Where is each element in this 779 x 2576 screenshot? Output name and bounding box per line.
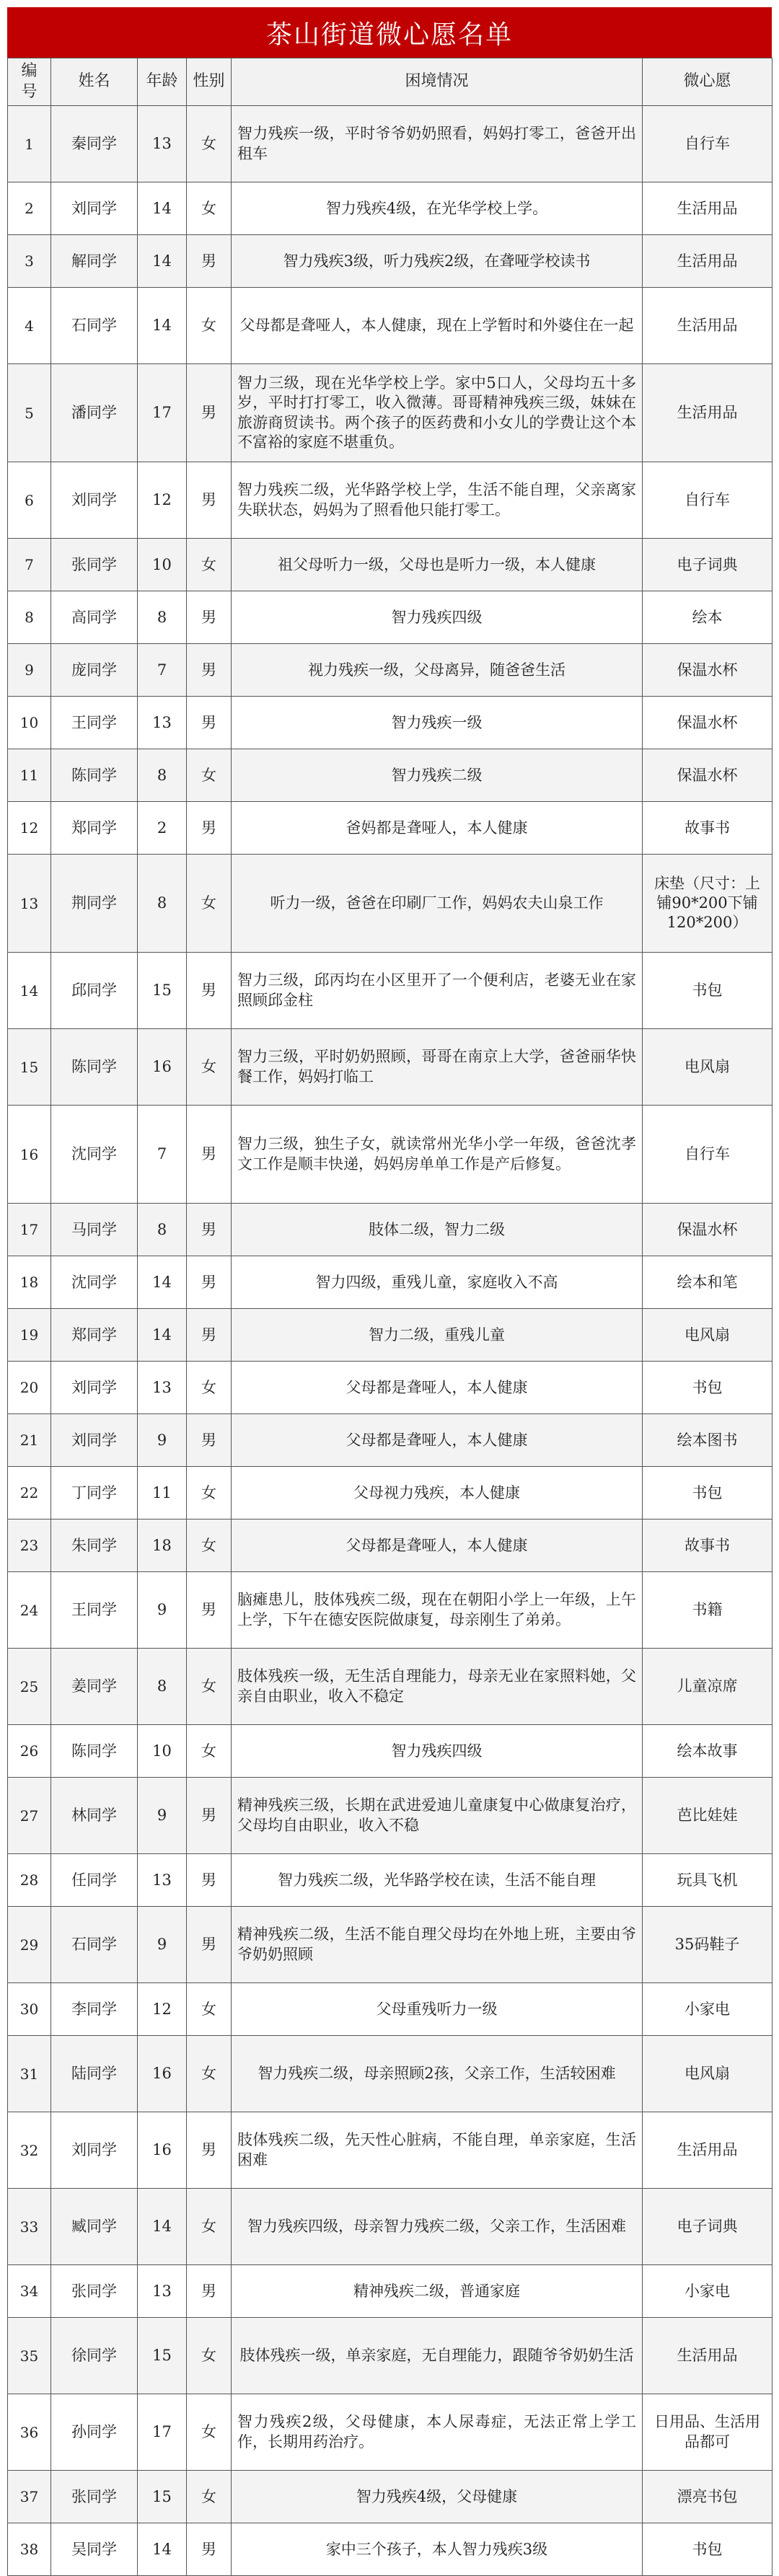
cell-age: 16 [138, 2036, 187, 2112]
cell-sex: 男 [187, 2265, 232, 2318]
cell-name: 李同学 [51, 1983, 138, 2036]
cell-wish: 自行车 [643, 462, 773, 539]
cell-age: 9 [138, 1778, 187, 1854]
table-row [8, 1204, 773, 1256]
cell-name: 刘同学 [51, 182, 138, 235]
cell-sex: 女 [187, 2036, 232, 2112]
cell-name: 陈同学 [51, 1725, 138, 1778]
cell-wish: 生活用品 [643, 2318, 773, 2394]
cell-name: 刘同学 [51, 2112, 138, 2189]
header-row [8, 58, 773, 106]
cell-number: 11 [8, 749, 51, 802]
cell-age: 12 [138, 1983, 187, 2036]
cell-sex: 男 [187, 1309, 232, 1362]
table-row [8, 462, 773, 539]
cell-situation: 肢体二级，智力二级 [232, 1204, 643, 1256]
cell-age: 8 [138, 1204, 187, 1256]
cell-situation: 父母都是聋哑人，本人健康 [232, 1519, 643, 1572]
table-header [8, 58, 773, 106]
cell-wish: 保温水杯 [643, 749, 773, 802]
cell-sex: 男 [187, 364, 232, 462]
table-row [8, 1572, 773, 1649]
cell-wish: 保温水杯 [643, 697, 773, 749]
cell-name: 徐同学 [51, 2318, 138, 2394]
cell-sex: 女 [187, 1725, 232, 1778]
table-body [8, 106, 773, 2576]
cell-age: 13 [138, 1854, 187, 1907]
table-row [8, 591, 773, 644]
cell-age: 13 [138, 1362, 187, 1414]
cell-sex: 女 [187, 749, 232, 802]
cell-situation: 智力四级，重残儿童，家庭收入不高 [232, 1256, 643, 1309]
cell-sex: 女 [187, 855, 232, 953]
cell-age: 15 [138, 953, 187, 1029]
cell-situation: 智力残疾4级，在光华学校上学。 [232, 182, 643, 235]
cell-number: 4 [8, 288, 51, 364]
wish-list-table [7, 58, 773, 2576]
cell-number: 17 [8, 1204, 51, 1256]
table-row [8, 749, 773, 802]
cell-wish: 书籍 [643, 1572, 773, 1649]
cell-name: 任同学 [51, 1854, 138, 1907]
cell-situation: 精神残疾二级，普通家庭 [232, 2265, 643, 2318]
cell-wish: 日用品、生活用品都可 [643, 2394, 773, 2471]
cell-number: 16 [8, 1106, 51, 1204]
cell-situation: 脑瘫患儿，肢体残疾二级，现在在朝阳小学上一年级，上午上学，下午在德安医院做康复，母亲刚生了弟弟。 [232, 1572, 643, 1649]
cell-number: 20 [8, 1362, 51, 1414]
cell-name: 陆同学 [51, 2036, 138, 2112]
cell-age: 8 [138, 1649, 187, 1725]
cell-wish: 小家电 [643, 1983, 773, 2036]
cell-name: 邱同学 [51, 953, 138, 1029]
cell-name: 姜同学 [51, 1649, 138, 1725]
column-header-number: 编号 [8, 58, 51, 106]
cell-number: 38 [8, 2523, 51, 2576]
cell-age: 14 [138, 2523, 187, 2576]
cell-age: 15 [138, 2318, 187, 2394]
cell-wish: 电子词典 [643, 2189, 773, 2265]
cell-wish: 生活用品 [643, 364, 773, 462]
cell-sex: 女 [187, 182, 232, 235]
table-row [8, 2523, 773, 2576]
cell-situation: 智力残疾二级，光华路学校在读，生活不能自理 [232, 1854, 643, 1907]
cell-sex: 女 [187, 1649, 232, 1725]
cell-age: 9 [138, 1414, 187, 1467]
cell-age: 14 [138, 182, 187, 235]
cell-number: 25 [8, 1649, 51, 1725]
cell-situation: 智力残疾二级，母亲照顾2孩，父亲工作，生活较困难 [232, 2036, 643, 2112]
table-row [8, 697, 773, 749]
table-row [8, 539, 773, 591]
cell-number: 22 [8, 1467, 51, 1519]
cell-situation: 肢体残疾二级，先天性心脏病，不能自理，单亲家庭，生活困难 [232, 2112, 643, 2189]
cell-name: 高同学 [51, 591, 138, 644]
cell-situation: 父母都是聋哑人，本人健康 [232, 1414, 643, 1467]
cell-number: 37 [8, 2471, 51, 2523]
cell-number: 30 [8, 1983, 51, 2036]
cell-age: 10 [138, 1725, 187, 1778]
cell-sex: 女 [187, 2318, 232, 2394]
table-row [8, 953, 773, 1029]
cell-sex: 男 [187, 1854, 232, 1907]
table-row [8, 1467, 773, 1519]
table-row [8, 364, 773, 462]
cell-number: 14 [8, 953, 51, 1029]
cell-situation: 听力一级，爸爸在印刷厂工作，妈妈农夫山泉工作 [232, 855, 643, 953]
cell-sex: 男 [187, 953, 232, 1029]
cell-wish: 生活用品 [643, 182, 773, 235]
cell-sex: 女 [187, 2471, 232, 2523]
page-title: 茶山街道微心愿名单 [7, 7, 772, 58]
cell-wish: 电子词典 [643, 539, 773, 591]
cell-situation: 肢体残疾一级，无生活自理能力，母亲无业在家照料她，父亲自由职业，收入不稳定 [232, 1649, 643, 1725]
table-row [8, 2394, 773, 2471]
table-row [8, 288, 773, 364]
cell-number: 28 [8, 1854, 51, 1907]
cell-name: 郑同学 [51, 1309, 138, 1362]
cell-sex: 男 [187, 591, 232, 644]
cell-wish: 生活用品 [643, 288, 773, 364]
cell-situation: 智力三级，邱丙均在小区里开了一个便利店，老婆无业在家照顾邱金柱 [232, 953, 643, 1029]
table-row [8, 1854, 773, 1907]
cell-number: 33 [8, 2189, 51, 2265]
column-header-sex: 性别 [187, 58, 232, 106]
table-row [8, 1414, 773, 1467]
table-row [8, 182, 773, 235]
cell-sex: 女 [187, 539, 232, 591]
cell-age: 11 [138, 1467, 187, 1519]
cell-situation: 家中三个孩子，本人智力残疾3级 [232, 2523, 643, 2576]
table-row [8, 1029, 773, 1106]
cell-age: 12 [138, 462, 187, 539]
cell-situation: 智力三级，现在光华学校上学。家中5口人，父母均五十多岁，平时打打零工，收入微薄。哥哥精神残疾三级，妹妹在旅游商贸读书。两个孩子的医药费和小女儿的学费让这个本不富裕的家庭不堪重负。 [232, 364, 643, 462]
cell-name: 刘同学 [51, 1414, 138, 1467]
cell-wish: 电风扇 [643, 1309, 773, 1362]
cell-sex: 女 [187, 2394, 232, 2471]
cell-sex: 男 [187, 1907, 232, 1983]
table-row [8, 2112, 773, 2189]
cell-sex: 男 [187, 462, 232, 539]
cell-wish: 电风扇 [643, 1029, 773, 1106]
table-row [8, 2189, 773, 2265]
cell-wish: 书包 [643, 1362, 773, 1414]
cell-number: 13 [8, 855, 51, 953]
cell-age: 14 [138, 288, 187, 364]
cell-name: 孙同学 [51, 2394, 138, 2471]
table-row [8, 1362, 773, 1414]
cell-sex: 女 [187, 288, 232, 364]
cell-wish: 故事书 [643, 1519, 773, 1572]
cell-name: 林同学 [51, 1778, 138, 1854]
cell-name: 解同学 [51, 235, 138, 288]
cell-name: 石同学 [51, 288, 138, 364]
cell-wish: 漂亮书包 [643, 2471, 773, 2523]
cell-name: 陈同学 [51, 749, 138, 802]
cell-situation: 精神残疾二级，生活不能自理父母均在外地上班，主要由爷爷奶奶照顾 [232, 1907, 643, 1983]
table-row [8, 1983, 773, 2036]
cell-age: 13 [138, 697, 187, 749]
cell-number: 32 [8, 2112, 51, 2189]
cell-number: 21 [8, 1414, 51, 1467]
cell-sex: 男 [187, 1204, 232, 1256]
cell-sex: 男 [187, 1414, 232, 1467]
cell-situation: 智力残疾2级，父母健康，本人尿毒症，无法正常上学工作，长期用药治疗。 [232, 2394, 643, 2471]
cell-sex: 女 [187, 2189, 232, 2265]
cell-age: 14 [138, 235, 187, 288]
cell-number: 15 [8, 1029, 51, 1106]
cell-situation: 智力残疾一级 [232, 697, 643, 749]
table-row [8, 235, 773, 288]
table-row [8, 2036, 773, 2112]
cell-wish: 小家电 [643, 2265, 773, 2318]
column-header-age: 年龄 [138, 58, 187, 106]
cell-number: 31 [8, 2036, 51, 2112]
cell-wish: 生活用品 [643, 235, 773, 288]
cell-situation: 父母都是聋哑人，本人健康，现在上学暂时和外婆住在一起 [232, 288, 643, 364]
cell-situation: 智力残疾四级，母亲智力残疾二级，父亲工作，生活困难 [232, 2189, 643, 2265]
cell-wish: 玩具飞机 [643, 1854, 773, 1907]
cell-name: 潘同学 [51, 364, 138, 462]
cell-wish: 儿童凉席 [643, 1649, 773, 1725]
cell-name: 荆同学 [51, 855, 138, 953]
cell-sex: 男 [187, 1778, 232, 1854]
cell-number: 8 [8, 591, 51, 644]
cell-age: 17 [138, 2394, 187, 2471]
column-header-situation: 困境情况 [232, 58, 643, 106]
cell-situation: 视力残疾一级，父母离异，随爸爸生活 [232, 644, 643, 697]
cell-number: 12 [8, 802, 51, 855]
cell-number: 2 [8, 182, 51, 235]
table-row [8, 1256, 773, 1309]
cell-sex: 男 [187, 1572, 232, 1649]
cell-situation: 智力残疾一级，平时爷爷奶奶照看，妈妈打零工，爸爸开出租车 [232, 106, 643, 182]
cell-age: 10 [138, 539, 187, 591]
cell-number: 27 [8, 1778, 51, 1854]
cell-sex: 男 [187, 2523, 232, 2576]
column-header-wish: 微心愿 [643, 58, 773, 106]
cell-name: 沈同学 [51, 1106, 138, 1204]
cell-number: 24 [8, 1572, 51, 1649]
cell-wish: 故事书 [643, 802, 773, 855]
cell-situation: 智力残疾4级，父母健康 [232, 2471, 643, 2523]
cell-name: 张同学 [51, 2265, 138, 2318]
cell-name: 郑同学 [51, 802, 138, 855]
cell-age: 15 [138, 2471, 187, 2523]
cell-situation: 父母视力残疾，本人健康 [232, 1467, 643, 1519]
cell-name: 王同学 [51, 1572, 138, 1649]
cell-sex: 女 [187, 1983, 232, 2036]
table-row [8, 1309, 773, 1362]
cell-wish: 书包 [643, 953, 773, 1029]
table-row [8, 1907, 773, 1983]
cell-wish: 自行车 [643, 106, 773, 182]
cell-age: 14 [138, 1309, 187, 1362]
cell-sex: 男 [187, 1106, 232, 1204]
column-header-name: 姓名 [51, 58, 138, 106]
cell-wish: 保温水杯 [643, 644, 773, 697]
cell-situation: 智力三级，独生子女，就读常州光华小学一年级，爸爸沈孝文工作是顺丰快递，妈妈房单单工作是产后修复。 [232, 1106, 643, 1204]
table-row [8, 2318, 773, 2394]
cell-number: 35 [8, 2318, 51, 2394]
cell-age: 9 [138, 1572, 187, 1649]
cell-age: 9 [138, 1907, 187, 1983]
cell-name: 马同学 [51, 1204, 138, 1256]
cell-sex: 男 [187, 697, 232, 749]
cell-number: 9 [8, 644, 51, 697]
cell-age: 17 [138, 364, 187, 462]
cell-situation: 智力残疾3级，听力残疾2级，在聋哑学校读书 [232, 235, 643, 288]
cell-number: 7 [8, 539, 51, 591]
cell-number: 26 [8, 1725, 51, 1778]
cell-wish: 芭比娃娃 [643, 1778, 773, 1854]
cell-age: 7 [138, 1106, 187, 1204]
cell-number: 34 [8, 2265, 51, 2318]
cell-wish: 35码鞋子 [643, 1907, 773, 1983]
cell-wish: 书包 [643, 1467, 773, 1519]
cell-age: 13 [138, 106, 187, 182]
cell-age: 16 [138, 1029, 187, 1106]
cell-number: 36 [8, 2394, 51, 2471]
cell-number: 19 [8, 1309, 51, 1362]
cell-sex: 女 [187, 1029, 232, 1106]
table-row [8, 2265, 773, 2318]
cell-wish: 绘本 [643, 591, 773, 644]
table-row [8, 2471, 773, 2523]
cell-name: 石同学 [51, 1907, 138, 1983]
cell-sex: 女 [187, 1519, 232, 1572]
cell-situation: 祖父母听力一级，父母也是听力一级，本人健康 [232, 539, 643, 591]
cell-name: 秦同学 [51, 106, 138, 182]
cell-sex: 女 [187, 1467, 232, 1519]
table-row [8, 106, 773, 182]
cell-sex: 女 [187, 106, 232, 182]
cell-name: 王同学 [51, 697, 138, 749]
cell-wish: 绘本图书 [643, 1414, 773, 1467]
cell-name: 刘同学 [51, 462, 138, 539]
cell-number: 23 [8, 1519, 51, 1572]
cell-situation: 精神残疾三级，长期在武进爱迪儿童康复中心做康复治疗，父母均自由职业，收入不稳 [232, 1778, 643, 1854]
cell-name: 朱同学 [51, 1519, 138, 1572]
table-row [8, 802, 773, 855]
cell-number: 1 [8, 106, 51, 182]
table-row [8, 1649, 773, 1725]
cell-situation: 智力三级，平时奶奶照顾，哥哥在南京上大学，爸爸丽华快餐工作，妈妈打临工 [232, 1029, 643, 1106]
cell-age: 8 [138, 591, 187, 644]
cell-situation: 父母都是聋哑人，本人健康 [232, 1362, 643, 1414]
cell-wish: 床垫（尺寸：上铺90*200下铺120*200） [643, 855, 773, 953]
cell-number: 3 [8, 235, 51, 288]
cell-sex: 男 [187, 2112, 232, 2189]
cell-age: 18 [138, 1519, 187, 1572]
cell-age: 14 [138, 1256, 187, 1309]
cell-situation: 智力二级，重残儿童 [232, 1309, 643, 1362]
cell-name: 丁同学 [51, 1467, 138, 1519]
cell-sex: 男 [187, 802, 232, 855]
cell-age: 7 [138, 644, 187, 697]
cell-situation: 爸妈都是聋哑人，本人健康 [232, 802, 643, 855]
cell-situation: 父母重残听力一级 [232, 1983, 643, 2036]
cell-situation: 智力残疾四级 [232, 1725, 643, 1778]
cell-name: 刘同学 [51, 1362, 138, 1414]
cell-name: 沈同学 [51, 1256, 138, 1309]
cell-wish: 电风扇 [643, 2036, 773, 2112]
cell-wish: 绘本故事 [643, 1725, 773, 1778]
cell-age: 16 [138, 2112, 187, 2189]
cell-age: 14 [138, 2189, 187, 2265]
cell-number: 10 [8, 697, 51, 749]
cell-number: 5 [8, 364, 51, 462]
cell-age: 13 [138, 2265, 187, 2318]
cell-name: 张同学 [51, 2471, 138, 2523]
cell-name: 臧同学 [51, 2189, 138, 2265]
cell-wish: 绘本和笔 [643, 1256, 773, 1309]
cell-name: 吴同学 [51, 2523, 138, 2576]
cell-sex: 女 [187, 1362, 232, 1414]
cell-sex: 男 [187, 1256, 232, 1309]
cell-wish: 生活用品 [643, 2112, 773, 2189]
cell-situation: 智力残疾二级，光华路学校上学，生活不能自理，父亲离家失联状态，妈妈为了照看他只能打零工。 [232, 462, 643, 539]
cell-sex: 男 [187, 644, 232, 697]
cell-wish: 书包 [643, 2523, 773, 2576]
cell-number: 29 [8, 1907, 51, 1983]
cell-age: 2 [138, 802, 187, 855]
cell-number: 6 [8, 462, 51, 539]
cell-age: 8 [138, 855, 187, 953]
table-row [8, 1519, 773, 1572]
cell-situation: 智力残疾二级 [232, 749, 643, 802]
cell-age: 8 [138, 749, 187, 802]
cell-sex: 男 [187, 235, 232, 288]
table-row [8, 1778, 773, 1854]
cell-situation: 智力残疾四级 [232, 591, 643, 644]
table-row [8, 644, 773, 697]
cell-name: 庞同学 [51, 644, 138, 697]
cell-number: 18 [8, 1256, 51, 1309]
cell-situation: 肢体残疾一级，单亲家庭，无自理能力，跟随爷爷奶奶生活 [232, 2318, 643, 2394]
table-row [8, 1725, 773, 1778]
cell-wish: 自行车 [643, 1106, 773, 1204]
cell-name: 张同学 [51, 539, 138, 591]
cell-wish: 保温水杯 [643, 1204, 773, 1256]
table-row [8, 1106, 773, 1204]
cell-name: 陈同学 [51, 1029, 138, 1106]
table-row [8, 855, 773, 953]
